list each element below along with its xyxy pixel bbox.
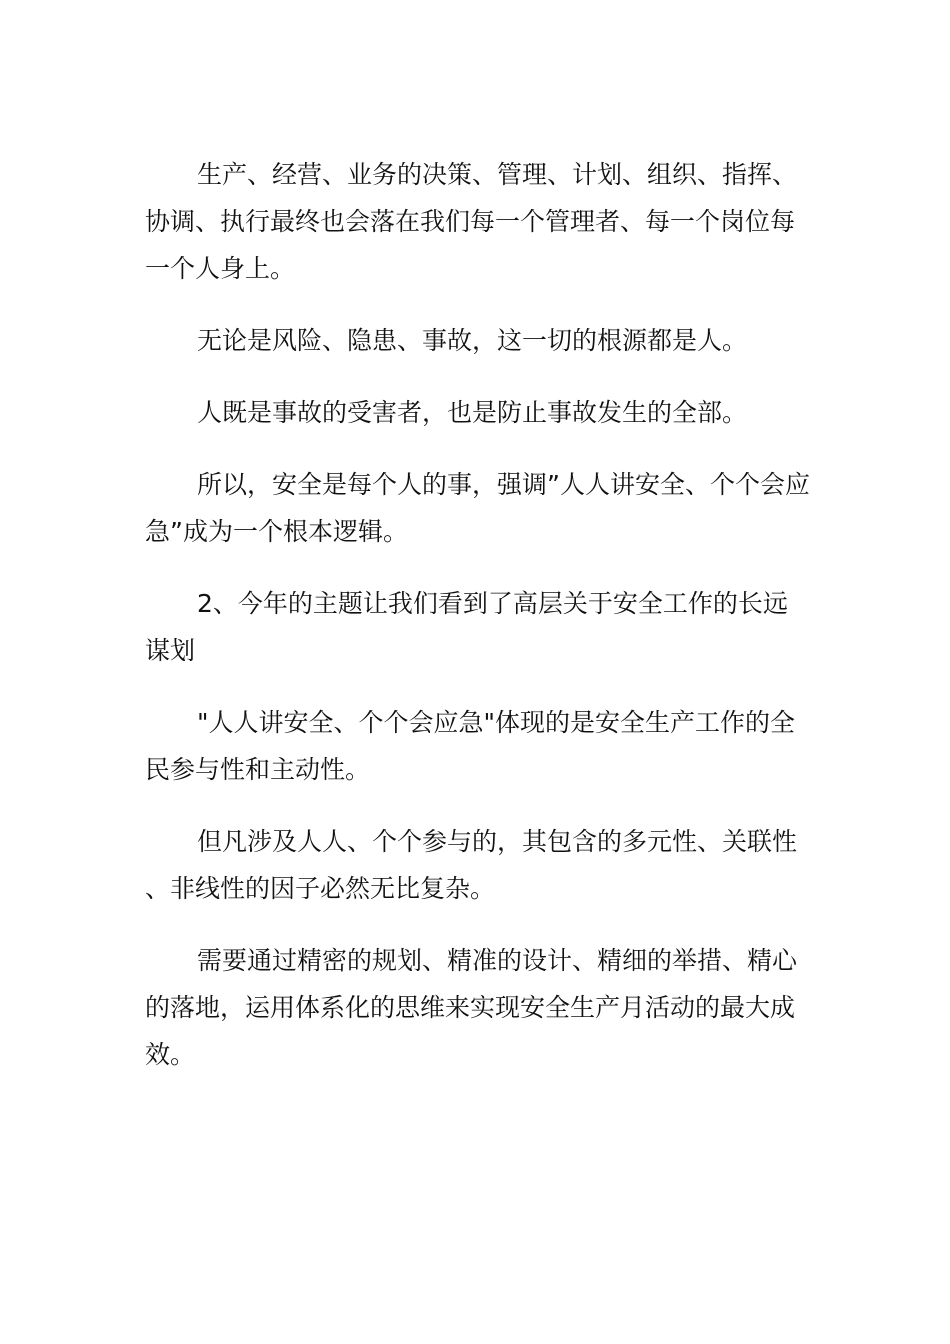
paragraph: 生产、经营、业务的决策、管理、计划、组织、指挥、协调、执行最终也会落在我们每一个管理者、每一个岗位每一个人身上。	[145, 160, 798, 283]
paragraph: 人既是事故的受害者，也是防止事故发生的全部。	[197, 398, 748, 427]
paragraph: 所以，安全是每个人的事，强调”人人讲安全、个个会应急”成为一个根本逻辑。	[145, 470, 810, 546]
section-heading: 2、今年的主题让我们看到了高层关于安全工作的长远谋划	[145, 589, 788, 665]
paragraph: 但凡涉及人人、个个参与的，其包含的多元性、关联性、非线性的因子必然无比复杂。	[145, 827, 798, 903]
paragraph: 无论是风险、隐患、事故，这一切的根源都是人。	[197, 326, 748, 355]
paragraph: 需要通过精密的规划、精准的设计、精细的举措、精心的落地，运用体系化的思维来实现安全生产月活动的最大成效。	[145, 946, 798, 1069]
document-body	[145, 151, 810, 1103]
paragraph: "人人讲安全、个个会应急"体现的是安全生产工作的全民参与性和主动性。	[145, 708, 796, 784]
